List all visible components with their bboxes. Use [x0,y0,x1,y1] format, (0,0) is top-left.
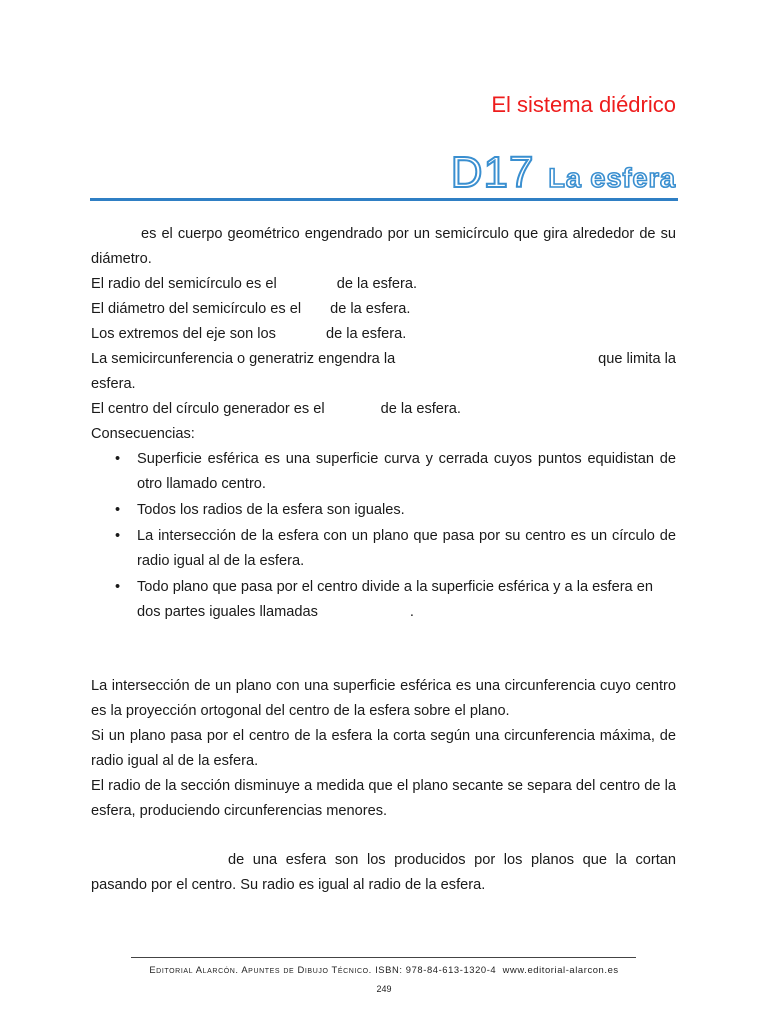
surface-text-b-first: que limita la [598,351,676,367]
diameter-paragraph [91,297,676,322]
title-divider [90,198,678,201]
list-item-text: Todo plano que pasa por el centro divide a la superficie esférica y a la esfera en dos partes iguales llamadas [137,579,653,620]
poles-text-a: Los extremos del eje son los [91,326,276,342]
poles-text-b: de la esfera. [325,326,407,342]
spacer [91,626,676,674]
section-paragraph-3: El radio de la sección disminuye a medida que el plano secante se separa del centro de la esfera, produciendo circunferencias menores. [91,778,676,819]
list-item [115,575,676,625]
center-text-a: El centro del círculo generador es el [91,401,325,417]
bullet-icon: • [115,451,121,467]
section-paragraph-1: La intersección de un plano con una superficie esférica es una circunferencia cuyo centro es la proyección ortogonal del centro de la esfera sobre el plano. [91,678,676,719]
footer-website: www.editorial-alarcon.es [502,964,619,975]
definition-paragraph [91,222,676,272]
section-paragraph-2: Si un plano pasa por el centro de la esfera la corta según una circunferencia máxima, de radio igual al de la esfera. [91,728,676,769]
list-item-text: La intersección de la esfera con un plano que pasa por su centro es un círculo de radio igual al de la esfera. [137,528,676,569]
list-item [115,447,676,497]
great-circles-paragraph [91,848,676,898]
definition-text: es el cuerpo geométrico engendrado por un semicírculo que gira alrededor de su diámetro. [91,226,676,267]
consequences-heading: Consecuencias: [91,426,195,442]
page-header-title: El sistema diédrico [491,92,676,117]
diameter-text-b: de la esfera. [330,301,411,317]
page-number: 249 [376,984,392,994]
surface-text-a: La semicircunferencia o generatriz engendra la [91,351,396,367]
document-body [91,222,676,898]
center-text-b: de la esfera. [380,401,461,417]
list-item-text: Superficie esférica es una superficie curva y cerrada cuyos puntos equidistan de otro llamado centro. [137,451,676,492]
radius-text-b: de la esfera. [336,276,418,292]
great-circles-text: de una esfera son los producidos por los planos que la cortan pasando por el centro. Su radio es igual al radio de la esfera. [91,852,676,893]
list-item [115,524,676,574]
poles-paragraph [91,322,676,347]
bullet-icon: • [115,579,121,595]
surface-line [91,347,676,372]
footer-publisher: Editorial Alarcón. Apuntes de Dibujo Técnico. ISBN: 978-84-613-1320-4 [149,964,497,975]
bullet-icon: • [115,502,121,518]
list-item-end: . [409,604,414,620]
surface-paragraph [91,347,676,397]
surface-text-b-rest: esfera. [91,376,136,392]
radius-text-a: El radio del semicírculo es el [91,276,277,292]
center-paragraph [91,397,676,422]
spacer [91,824,676,848]
bullet-icon: • [115,528,121,544]
footer-text [0,964,768,975]
radius-paragraph [91,272,676,297]
diameter-text-a: El diámetro del semicírculo es el [91,301,302,317]
footer-divider [131,957,636,958]
chapter-code: D17 [450,148,535,197]
chapter-title [451,150,676,196]
chapter-name: La esfera [548,163,676,193]
list-item [115,498,676,523]
consequences-list [91,447,676,625]
list-item-text: Todos los radios de la esfera son iguales. [137,502,405,518]
